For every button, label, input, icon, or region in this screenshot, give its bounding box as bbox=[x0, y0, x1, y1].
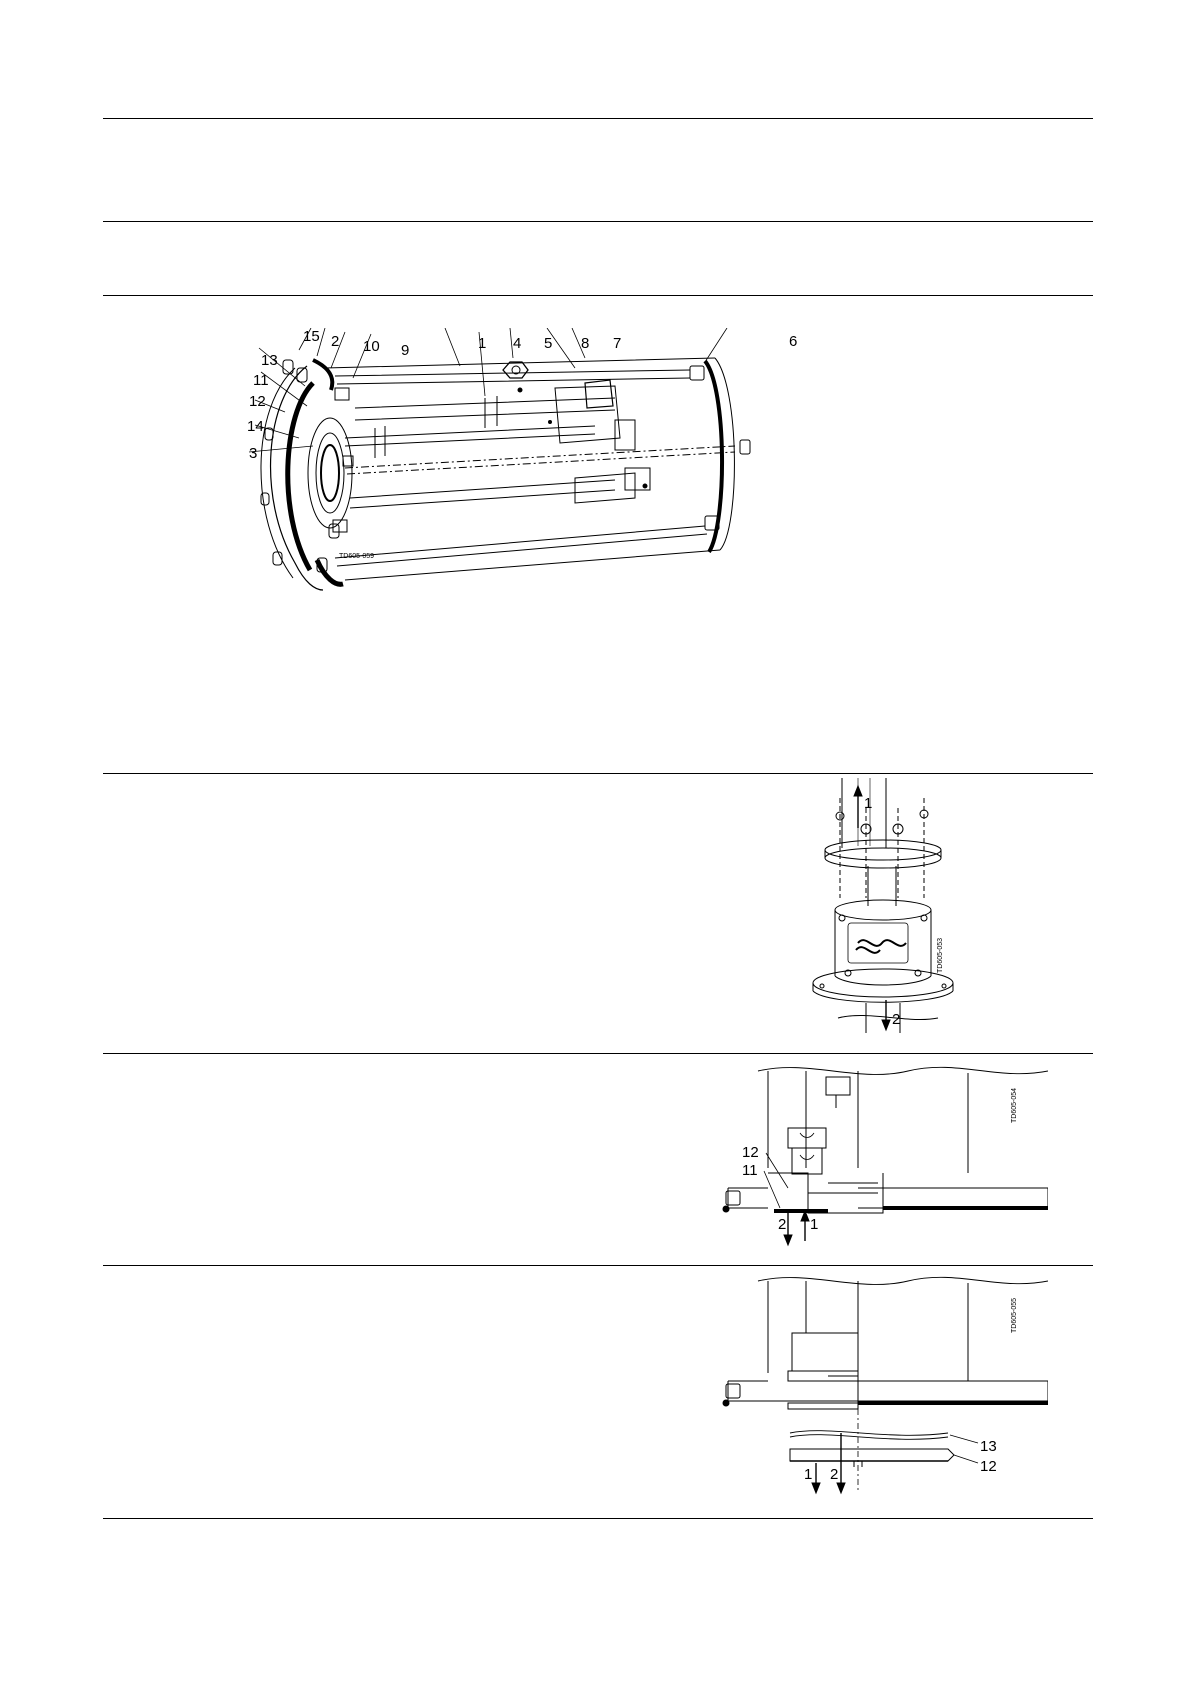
divider-rule bbox=[103, 1053, 1093, 1054]
callout-1: 1 bbox=[478, 335, 487, 352]
callout-6: 6 bbox=[789, 333, 798, 350]
part-label-12: 12 bbox=[742, 1144, 759, 1161]
callout-8: 8 bbox=[581, 335, 590, 352]
callout-10: 10 bbox=[363, 338, 380, 355]
cylinder-body bbox=[325, 358, 720, 580]
figure-code: TD605-055 bbox=[1011, 1297, 1018, 1333]
part-label-12: 12 bbox=[980, 1458, 997, 1475]
arrow-label-2: 2 bbox=[778, 1216, 787, 1233]
step2-figure bbox=[718, 1063, 1048, 1253]
callout-15: 15 bbox=[303, 328, 320, 345]
arrow-label-1: 1 bbox=[810, 1216, 819, 1233]
vent-nut bbox=[503, 362, 528, 378]
figure-code: TD605-054 bbox=[1011, 1087, 1018, 1123]
callout-5: 5 bbox=[544, 335, 553, 352]
callout-12: 12 bbox=[249, 393, 266, 410]
exploded-view-figure bbox=[235, 328, 835, 598]
divider-rule bbox=[103, 221, 1093, 222]
callout-7: 7 bbox=[613, 335, 622, 352]
divider-rule bbox=[103, 118, 1093, 119]
figure-code: TD605-059 bbox=[339, 553, 375, 560]
arrow-label-1: 1 bbox=[804, 1466, 813, 1483]
part-label-11: 11 bbox=[742, 1162, 758, 1179]
tie-rods bbox=[335, 366, 750, 566]
divider-rule bbox=[103, 773, 1093, 774]
callout-2: 2 bbox=[331, 333, 340, 350]
divider-rule bbox=[103, 1518, 1093, 1519]
callout-4: 4 bbox=[513, 335, 522, 352]
arrow-label-2: 2 bbox=[830, 1466, 839, 1483]
divider-rule bbox=[103, 1265, 1093, 1266]
callout-13: 13 bbox=[261, 352, 278, 369]
callout-14: 14 bbox=[247, 418, 264, 435]
part-label-13: 13 bbox=[980, 1438, 997, 1455]
arrow-label-1: 1 bbox=[864, 795, 873, 812]
callout-11: 11 bbox=[253, 372, 269, 389]
figure-code: TD605-053 bbox=[937, 937, 944, 973]
divider-rule bbox=[103, 295, 1093, 296]
step3-figure bbox=[718, 1273, 1048, 1503]
step1-figure bbox=[808, 778, 978, 1038]
arrow-label-2: 2 bbox=[892, 1011, 901, 1028]
front-flange bbox=[271, 366, 323, 590]
callout-9: 9 bbox=[401, 342, 410, 359]
callout-3: 3 bbox=[249, 445, 258, 462]
